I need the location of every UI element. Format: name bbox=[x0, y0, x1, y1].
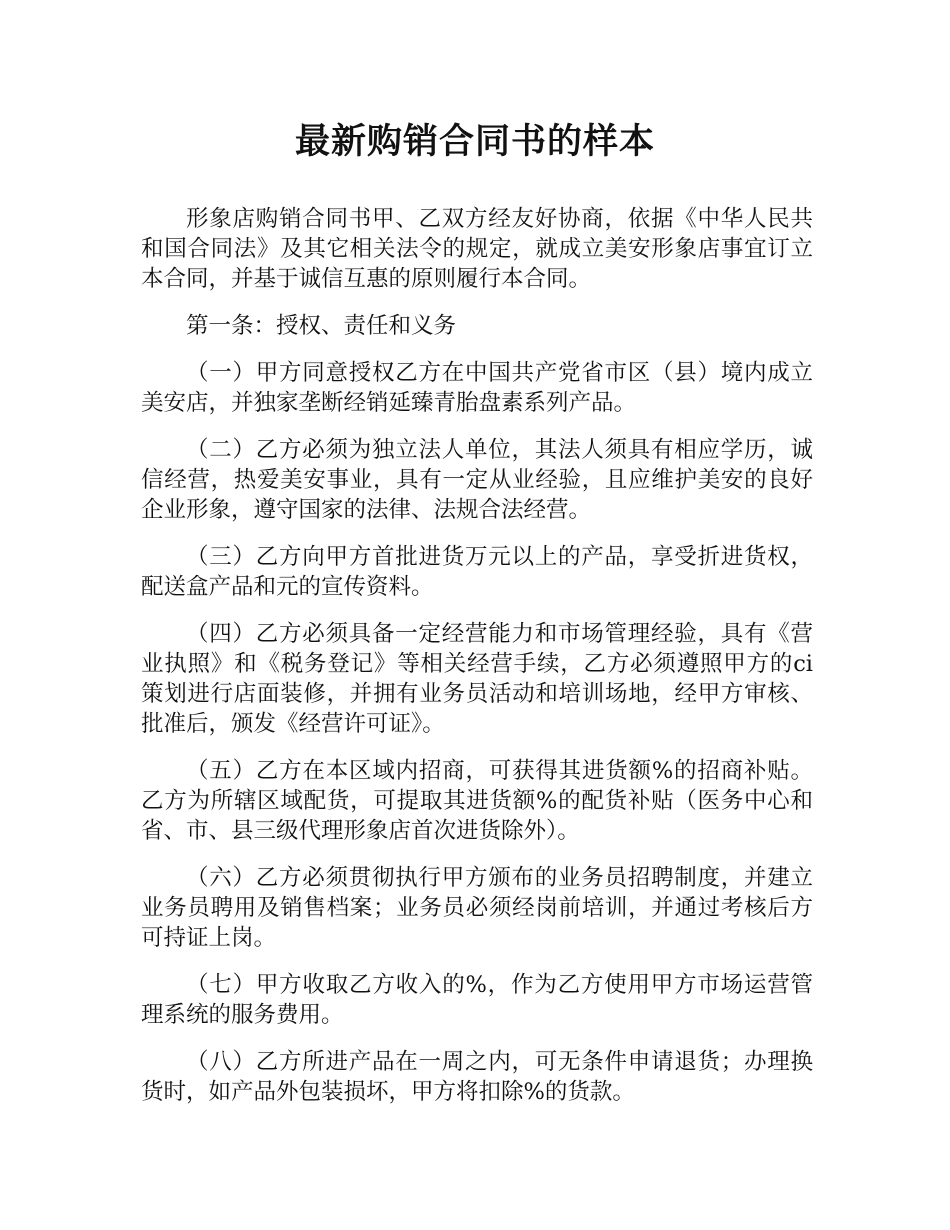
clause-2: （二）乙方必须为独立法人单位，其法人须具有相应学历，诚信经营，热爱美安事业，具有一定从业经验，且应维护美安的良好企业形象，遵守国家的法律、法规合法经营。 bbox=[141, 437, 813, 523]
intro-paragraph: 形象店购销合同书甲、乙双方经友好协商，依据《中华人民共和国合同法》及其它相关法令的规定，就成立美安形象店事宜订立本合同，并基于诚信互惠的原则履行本合同。 bbox=[141, 206, 813, 292]
clause-4: （四）乙方必须具备一定经营能力和市场管理经验，具有《营业执照》和《税务登记》等相关经营手续，乙方必须遵照甲方的ci策划进行店面装修，并拥有业务员活动和培训场地，经甲方审核、批准后，颁发《经营许可证》。 bbox=[141, 621, 813, 737]
clause-6: （六）乙方必须贯彻执行甲方颁布的业务员招聘制度，并建立业务员聘用及销售档案；业务员必须经岗前培训，并通过考核后方可持证上岗。 bbox=[141, 865, 813, 951]
document-title: 最新购销合同书的样本 bbox=[294, 122, 655, 162]
clause-8: （八）乙方所进产品在一周之内，可无条件申请退货；办理换货时，如产品外包装损坏，甲方将扣除%的货款。 bbox=[141, 1049, 813, 1105]
clause-1: （一）甲方同意授权乙方在中国共产党省市区（县）境内成立美安店，并独家垄断经销延臻青胎盘素系列产品。 bbox=[141, 360, 813, 416]
clause-7: （七）甲方收取乙方收入的%，作为乙方使用甲方市场运营管理系统的服务费用。 bbox=[141, 972, 813, 1028]
document-body bbox=[141, 204, 813, 1124]
article-heading: 第一条：授权、责任和义务 bbox=[186, 313, 457, 339]
clause-5: （五）乙方在本区域内招商，可获得其进货额%的招商补贴。乙方为所辖区域配货，可提取其进货额%的配货补贴（医务中心和省、市、县三级代理形象店首次进货除外）。 bbox=[141, 758, 813, 844]
clause-3: （三）乙方向甲方首批进货万元以上的产品，享受折进货权，配送盒产品和元的宣传资料。 bbox=[141, 544, 813, 600]
